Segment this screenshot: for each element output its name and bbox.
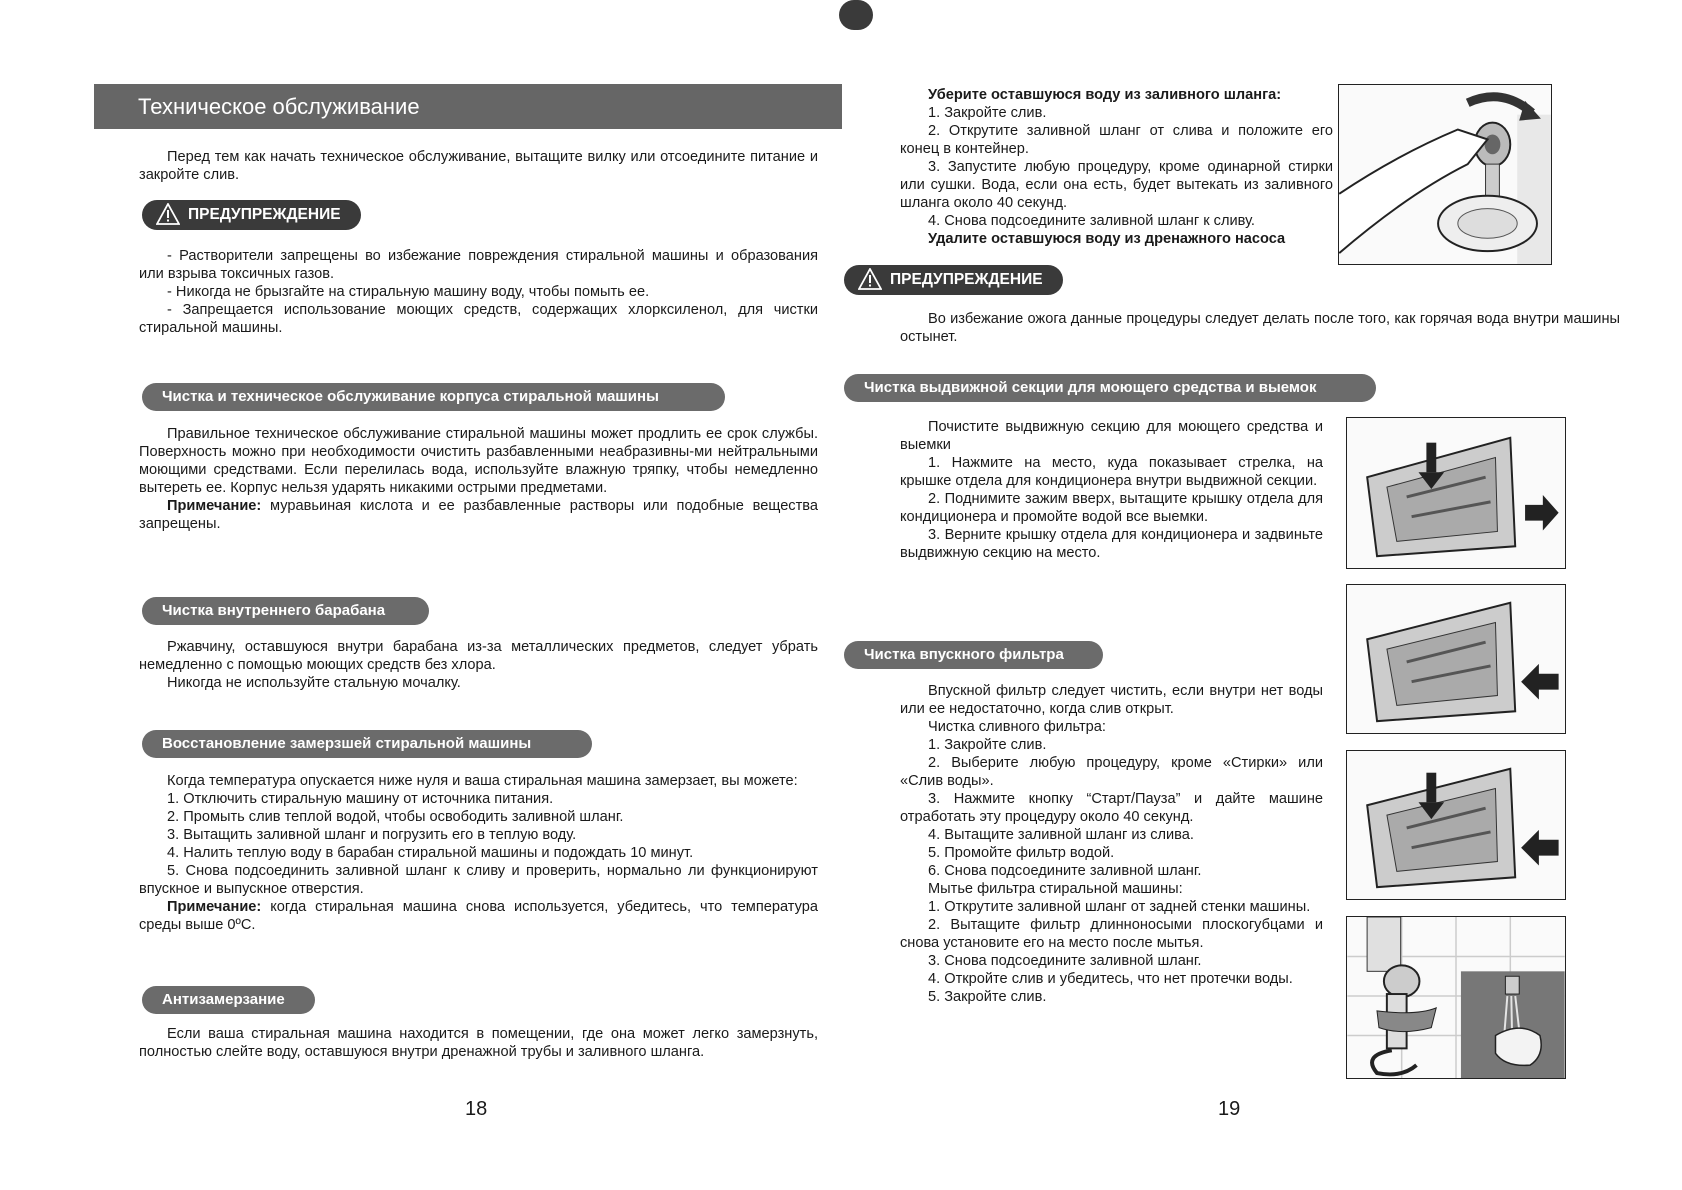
- hose-step: 2. Открутите заливной шланг от слива и положите его конец в контейнер.: [900, 123, 1333, 157]
- hose-step: 4. Снова подсоедините заливной шланг к сливу.: [928, 213, 1255, 229]
- filter-step: 4. Вытащите заливной шланг из слива.: [928, 827, 1194, 843]
- section-header-drawer-cleaning: Чистка выдвижной секции для моющего средства и выемок: [844, 374, 1376, 402]
- frozen-step: 4. Налить теплую воду в барабан стиральной машины и подождать 10 минут.: [167, 845, 694, 861]
- right-warning-text: Во избежание ожога данные процедуры следует делать после того, как горячая вода внутри машины остынет.: [900, 311, 1620, 345]
- tap-illustration: [1339, 85, 1551, 264]
- warning-icon: [156, 203, 180, 225]
- warning-label: ПРЕДУПРЕЖДЕНИЕ: [188, 206, 341, 223]
- page-title: Техническое обслуживание: [94, 84, 842, 129]
- drawer-illustration: [1347, 418, 1565, 568]
- figure-inlet-filter: [1346, 916, 1566, 1079]
- page-number: 18: [465, 1098, 488, 1120]
- hose-step: 3. Запустите любую процедуру, кроме одинарной стирки или сушки. Вода, если она есть, будет вытекать из заливного шланга около 40 секунд.: [900, 159, 1333, 211]
- pump-heading: Удалите оставшуюся воду из дренажного насоса: [928, 231, 1286, 247]
- filter-step: 4. Откройте слив и убедитесь, что нет протечки воды.: [928, 971, 1293, 987]
- drawer-step: 3. Верните крышку отдела для кондиционера и задвиньте выдвижную секцию на место.: [900, 527, 1323, 561]
- filter-step: Чистка сливного фильтра:: [928, 719, 1106, 735]
- body-cleaning-text: Правильное техническое обслуживание стиральной машины может продлить ее срок службы. Поверхность можно при необходимости очистить разбавленными неабразивны-ми нейтральными моющими средствами. Если перелилась вода, используйте влажную тряпку, чтобы немедленно вытереть ее. Корпус нельзя ударять никакими острыми предметами. Примечание: муравьиная кислота и ее разбавленные растворы или подобные вещества запрещены.: [139, 426, 818, 532]
- hose-step: 1. Закройте слив.: [928, 105, 1047, 121]
- figure-tap-hose: [1338, 84, 1552, 265]
- drawer-step: Почистите выдвижную секцию для моющего средства и выемки: [900, 419, 1323, 453]
- drum-cleaning-text: Ржавчину, оставшуюся внутри барабана из-за металлических предметов, следует убрать немедленно с помощью моющих средств без хлора. Никогда не используйте стальную мочалку.: [139, 639, 818, 691]
- filter-step: 1. Открутите заливной шланг от задней стенки машины.: [928, 899, 1311, 915]
- filter-step: 5. Промойте фильтр водой.: [928, 845, 1115, 861]
- antifreeze-text: Если ваша стиральная машина находится в помещении, где она может легко замерзнуть, полностью слейте воду, оставшуюся внутри дренажной трубы и заливного шланга.: [139, 1026, 818, 1060]
- figure-drawer-press: [1346, 417, 1566, 569]
- hose-text: [900, 86, 1333, 248]
- warning-list: [139, 247, 818, 337]
- filter-step: 5. Закройте слив.: [928, 989, 1047, 1005]
- warning-item: - Запрещается использование моющих средств, содержащих хлорксиленол, для чистки стиральной машины.: [139, 302, 818, 336]
- filter-step: 3. Снова подсоедините заливной шланг.: [928, 953, 1202, 969]
- warning-item: - Растворители запрещены во избежание повреждения стиральной машины и образования или взрыва токсичных газов.: [139, 248, 818, 282]
- drawer-step: 1. Нажмите на место, куда показывает стрелка, на крышке отдела для кондиционера внутри выдвижной секции.: [900, 455, 1323, 489]
- figure-drawer-return: [1346, 750, 1566, 900]
- page-number: 19: [1218, 1098, 1241, 1120]
- filter-illustration: [1347, 917, 1565, 1078]
- filter-step: Мытье фильтра стиральной машины:: [928, 881, 1183, 897]
- drawer-illustration: [1347, 585, 1565, 733]
- frozen-text: Когда температура опускается ниже нуля и ваша стиральная машина замерзает, вы можете: 1. Отключить стиральную машину от источника питания. 2. Промыть слив теплой водой, чтобы освободить заливной шланг. 3. Вытащить заливной шланг и погрузить его в теплую воду. 4. Налить теплую воду в барабан стиральной машины и подождать 10 минут. 5. Снова подсоединить заливной шланг к сливу и проверить, нормально ли функционируют впускное и выпускное отверстия. Примечание: когда стиральная машина снова используется, убедитесь, что температура среды выше 0ºC.: [139, 773, 818, 933]
- warning-badge: [142, 200, 361, 230]
- warning-icon: [858, 268, 882, 290]
- filter-step: 2. Выберите любую процедуру, кроме «Стирки» или «Слив воды».: [900, 755, 1323, 789]
- filter-step: 3. Нажмите кнопку “Старт/Пауза” и дайте машине отработать эту процедуру около 40 секунд.: [900, 791, 1323, 825]
- frozen-step: 5. Снова подсоединить заливной шланг к сливу и проверить, нормально ли функционируют впускное и выпускное отверстия.: [139, 863, 818, 897]
- filter-step: Впускной фильтр следует чистить, если внутри нет воды или ее недостаточно, когда слив открыт.: [900, 683, 1323, 717]
- filter-cleaning-text: [900, 682, 1323, 1006]
- section-header-filter-cleaning: Чистка впускного фильтра: [844, 641, 1103, 669]
- section-header-frozen: Восстановление замерзшей стиральной машины: [142, 730, 592, 758]
- frozen-step: 2. Промыть слив теплой водой, чтобы освободить заливной шланг.: [167, 809, 624, 825]
- section-header-antifreeze: Антизамерзание: [142, 986, 315, 1014]
- frozen-step: 3. Вытащить заливной шланг и погрузить его в теплую воду.: [167, 827, 577, 843]
- warning-item: - Никогда не брызгайте на стиральную машину воду, чтобы помыть ее.: [167, 284, 650, 300]
- figure-drawer-lift: [1346, 584, 1566, 734]
- filter-step: 1. Закройте слив.: [928, 737, 1047, 753]
- drawer-cleaning-text: [900, 418, 1323, 562]
- filter-step: 6. Снова подсоедините заливной шланг.: [928, 863, 1202, 879]
- intro-text: Перед тем как начать техническое обслуживание, вытащите вилку или отсоедините питание и закройте слив.: [139, 149, 818, 183]
- filter-step: 2. Вытащите фильтр длинноносыми плоскогубцами и снова установите его на место после мытья.: [900, 917, 1323, 951]
- warning-label: ПРЕДУПРЕЖДЕНИЕ: [890, 271, 1043, 288]
- frozen-step: 1. Отключить стиральную машину от источника питания.: [167, 791, 554, 807]
- section-header-body-cleaning: Чистка и техническое обслуживание корпуса стиральной машины: [142, 383, 725, 411]
- drawer-step: 2. Поднимите зажим вверх, вытащите крышку отдела для кондиционера и промойте водой все выемки.: [900, 491, 1323, 525]
- hose-heading: Уберите оставшуюся воду из заливного шланга:: [928, 87, 1282, 103]
- warning-badge: [844, 265, 1063, 295]
- drawer-illustration: [1347, 751, 1565, 899]
- right-page: [841, 0, 1682, 1190]
- section-header-drum-cleaning: Чистка внутреннего барабана: [142, 597, 429, 625]
